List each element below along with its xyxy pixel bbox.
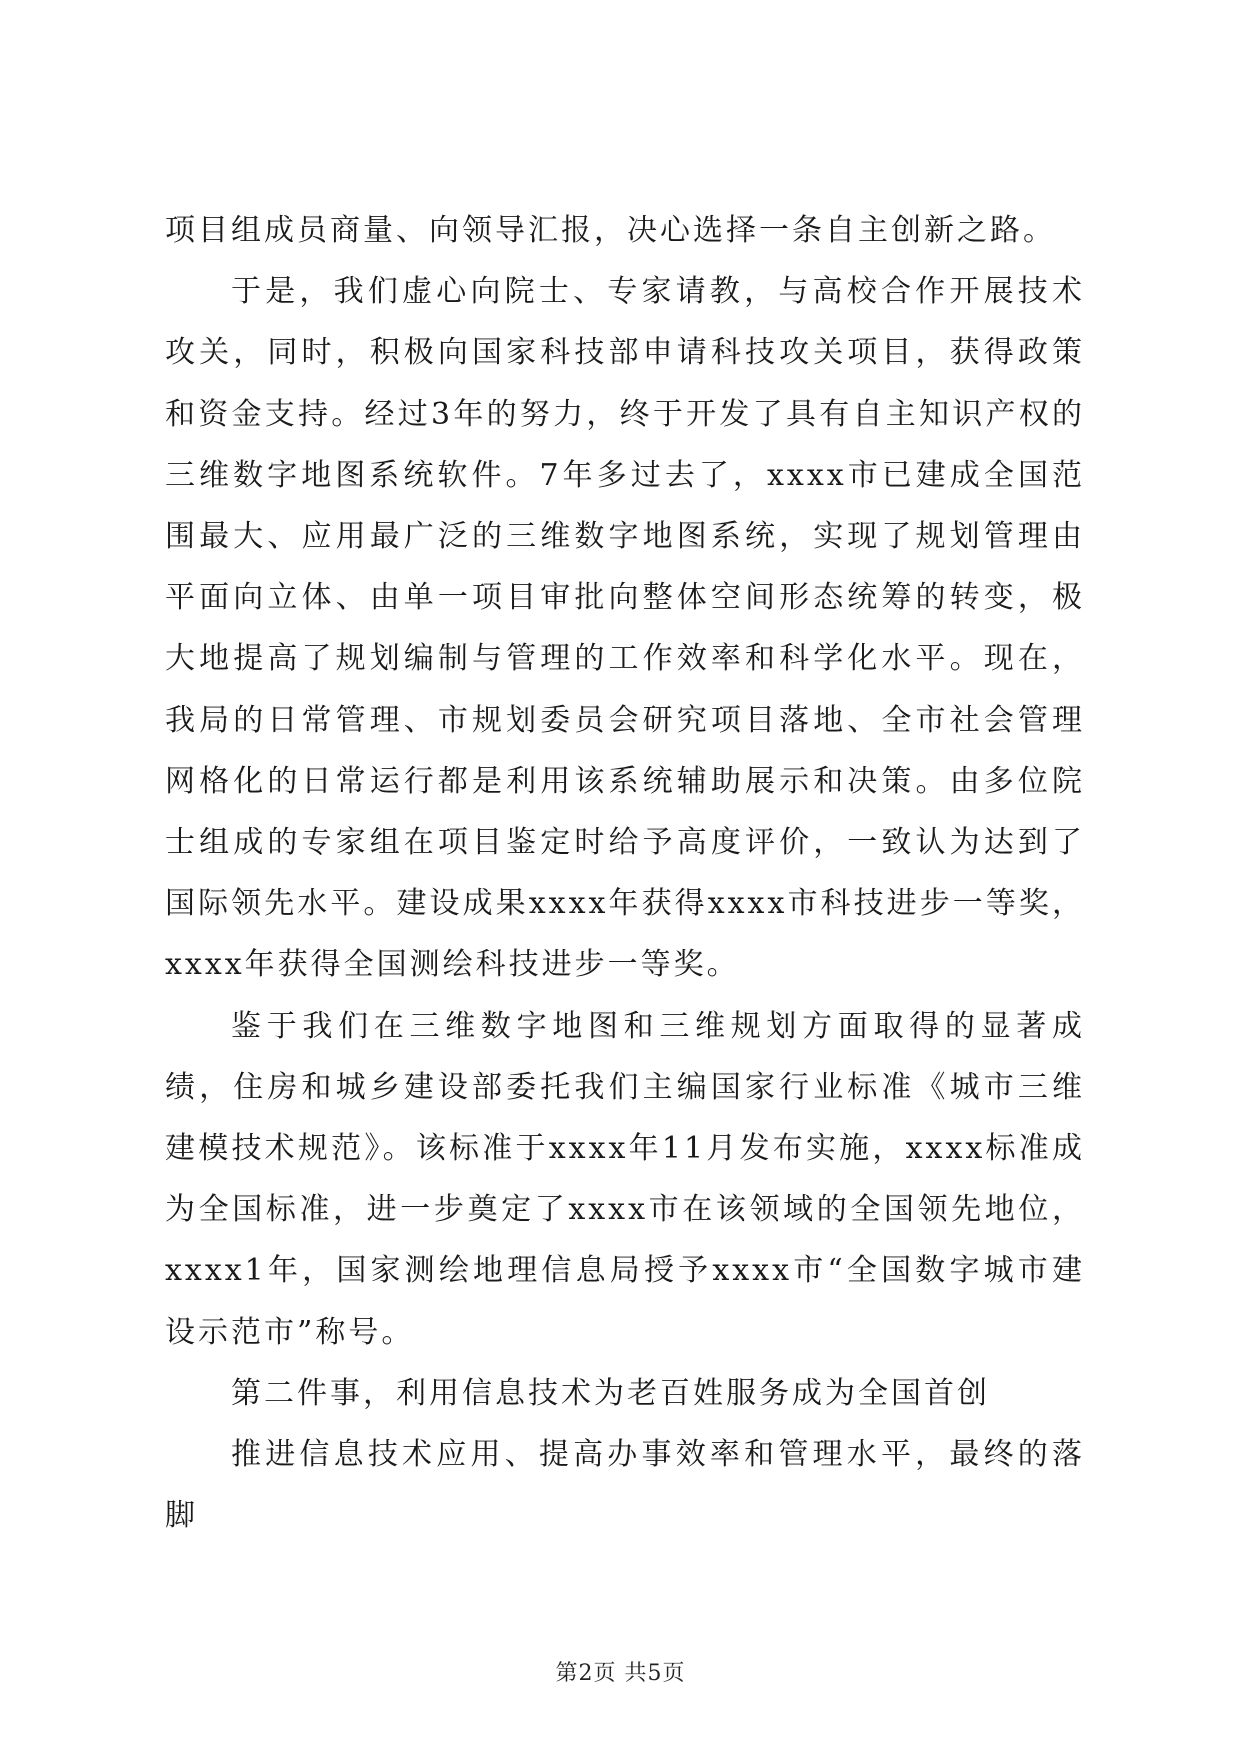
- paragraph-2: 于是，我们虚心向院士、专家请教，与高校合作开展技术攻关，同时，积极向国家科技部申请科技攻关项目，获得政策和资金支持。经过3年的努力，终于开发了具有自主知识产权的三维数字地图系统软件。7年多过去了，xxxx市已建成全国范围最大、应用最广泛的三维数字地图系统，实现了规划管理由平面向立体、由单一项目审批向整体空间形态统筹的转变，极大地提高了规划编制与管理的工作效率和科学化水平。现在，我局的日常管理、市规划委员会研究项目落地、全市社会管理网格化的日常运行都是利用该系统辅助展示和决策。由多位院士组成的专家组在项目鉴定时给予高度评价，一致认为达到了国际领先水平。建设成果xxxx年获得xxxx市科技进步一等奖，xxxx年获得全国测绘科技进步一等奖。: [165, 274, 1085, 983]
- paragraph-4: 第二件事，利用信息技术为老百姓服务成为全国首创: [231, 1375, 990, 1411]
- paragraph-5: 推进信息技术应用、提高办事效率和管理水平，最终的落脚: [165, 1437, 1085, 1534]
- document-body: [165, 200, 1085, 1546]
- paragraph-3: 鉴于我们在三维数字地图和三维规划方面取得的显著成绩，住房和城乡建设部委托我们主编国家行业标准《城市三维建模技术规范》。该标准于xxxx年11月发布实施，xxxx标准成为全国标准，进一步奠定了xxxx市在该领域的全国领先地位，xxxx1年，国家测绘地理信息局授予xxxx市“全国数字城市建设示范市”称号。: [165, 1008, 1085, 1350]
- page-footer: 第2页 共5页: [555, 1661, 686, 1686]
- paragraph-1: 项目组成员商量、向领导汇报，决心选择一条自主创新之路。: [165, 213, 1056, 248]
